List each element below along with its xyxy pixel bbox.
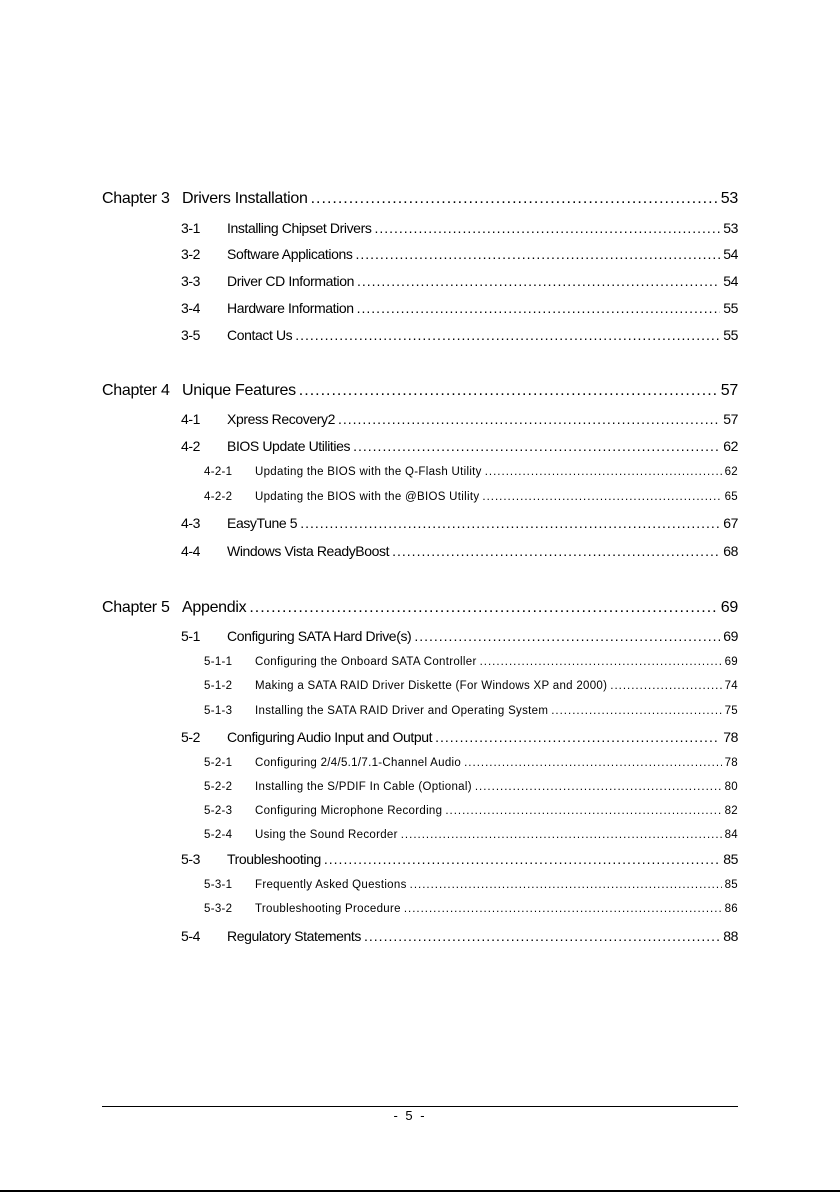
toc-title: Installing the S/PDIF In Cable (Optional) [255, 781, 472, 793]
dot-leader [355, 246, 720, 262]
toc-entry-5-1-2[interactable] [204, 680, 738, 692]
toc-number: 4-4 [181, 543, 201, 559]
toc-page: 65 [724, 491, 738, 503]
toc-number: 3-5 [181, 327, 201, 343]
toc-page: 69 [720, 599, 738, 616]
toc-number: 5-3-2 [204, 903, 233, 915]
toc-entry-4-4[interactable] [181, 543, 738, 559]
toc-title: Regulatory Statements [227, 928, 362, 944]
dot-leader [295, 327, 720, 343]
toc-number: 5-1 [181, 628, 201, 644]
toc-title: Windows Vista ReadyBoost [227, 543, 390, 559]
toc-number: 4-2 [181, 438, 201, 454]
toc-number: 4-3 [181, 515, 201, 531]
toc-title: Configuring Audio Input and Output [227, 729, 433, 745]
toc-title: Drivers Installation [182, 190, 308, 207]
page-number: - 5 - [393, 1108, 427, 1123]
dot-leader [404, 903, 722, 915]
dot-leader [482, 491, 721, 503]
toc-title: Troubleshooting [227, 851, 321, 867]
dot-leader [475, 781, 722, 793]
toc-number: 4-2-2 [204, 491, 233, 503]
toc-number: Chapter 5 [102, 599, 170, 616]
toc-page: 53 [723, 220, 738, 236]
toc-entry-5-3-1[interactable] [204, 879, 738, 891]
toc-entry-chapter-3[interactable] [102, 190, 738, 208]
dot-leader [353, 438, 720, 454]
toc-number: 5-1-3 [204, 705, 233, 717]
dot-leader [299, 382, 718, 400]
toc-title: Software Applications [227, 246, 353, 262]
dot-leader [401, 829, 722, 841]
dot-leader [364, 928, 720, 944]
toc-page: 54 [723, 273, 738, 289]
dot-leader [464, 757, 721, 769]
dot-leader [374, 220, 720, 236]
toc-entry-4-3[interactable] [181, 515, 738, 531]
toc-title: Unique Features [182, 382, 296, 399]
toc-page: 55 [723, 327, 738, 343]
toc-page: 80 [724, 781, 738, 793]
dot-leader [392, 543, 720, 559]
dot-leader [551, 705, 721, 717]
toc-number: 3-2 [181, 246, 201, 262]
dot-leader [485, 466, 722, 478]
toc-number: 3-3 [181, 273, 201, 289]
toc-title: Updating the BIOS with the Q-Flash Utility [255, 466, 482, 478]
toc-entry-3-3[interactable] [181, 273, 738, 289]
toc-page: 78 [723, 729, 738, 745]
toc-page: 84 [724, 829, 738, 841]
toc-page: 57 [720, 382, 738, 399]
toc-page: 62 [723, 438, 738, 454]
dot-leader [300, 515, 720, 531]
toc-title: Contact Us [227, 327, 293, 343]
toc-entry-3-5[interactable] [181, 327, 738, 343]
toc-number: 5-4 [181, 928, 201, 944]
dot-leader [414, 628, 720, 644]
toc-entry-4-2-2[interactable] [204, 491, 738, 503]
toc-page: 53 [720, 190, 738, 207]
toc-title: Hardware Information [227, 300, 354, 316]
toc-title: BIOS Update Utilities [227, 438, 351, 454]
toc-number: Chapter 3 [102, 190, 170, 207]
toc-page: 68 [723, 543, 738, 559]
toc-number: 5-1-2 [204, 680, 233, 692]
toc-title: Appendix [182, 599, 247, 616]
toc-number: 5-2-3 [204, 805, 233, 817]
toc-entry-3-1[interactable] [181, 220, 738, 236]
toc-page: 86 [724, 903, 738, 915]
toc-title: Using the Sound Recorder [255, 829, 398, 841]
toc-number: 5-1-1 [204, 656, 233, 668]
toc-entry-5-1-3[interactable] [204, 705, 738, 717]
toc-title: Configuring the Onboard SATA Controller [255, 656, 477, 668]
dot-leader [357, 300, 721, 316]
toc-entry-5-3-2[interactable] [204, 903, 738, 915]
dot-leader [324, 851, 720, 867]
toc-title: Driver CD Information [227, 273, 354, 289]
toc-number: 5-2 [181, 729, 201, 745]
dot-leader [249, 599, 717, 617]
dot-leader [480, 656, 722, 668]
dot-leader [410, 879, 722, 891]
toc-title: EasyTune 5 [227, 515, 298, 531]
toc-entry-5-2-3[interactable] [204, 805, 738, 817]
toc-title: Frequently Asked Questions [255, 879, 407, 891]
toc-title: Updating the BIOS with the @BIOS Utility [255, 491, 480, 503]
toc-title: Troubleshooting Procedure [255, 903, 401, 915]
toc-page: 62 [724, 466, 738, 478]
toc-number: 5-3-1 [204, 879, 233, 891]
toc-number: 3-4 [181, 300, 201, 316]
toc-page: 69 [723, 628, 738, 644]
dot-leader [610, 680, 721, 692]
toc-title: Configuring SATA Hard Drive(s) [227, 628, 412, 644]
toc-page: 69 [724, 656, 738, 668]
toc-title: Installing the SATA RAID Driver and Operating System [255, 705, 549, 717]
toc-entry-5-3[interactable] [181, 851, 738, 867]
toc-page: 78 [724, 757, 738, 769]
toc-entry-chapter-5[interactable] [102, 599, 738, 617]
toc-entry-5-1-1[interactable] [204, 656, 738, 668]
dot-leader [357, 273, 720, 289]
toc-entry-4-1[interactable] [181, 411, 738, 427]
toc-entry-5-2-1[interactable] [204, 757, 738, 769]
toc-number: 5-2-4 [204, 829, 233, 841]
toc-number: 5-3 [181, 851, 201, 867]
toc-entry-5-2-2[interactable] [204, 781, 738, 793]
toc-entry-3-2[interactable] [181, 246, 738, 262]
toc-number: 4-2-1 [204, 466, 233, 478]
toc-page: 85 [724, 879, 738, 891]
toc-page: 88 [723, 928, 738, 944]
toc-entry-3-4[interactable] [181, 300, 738, 316]
toc-number: 3-1 [181, 220, 201, 236]
toc-entry-5-2-4[interactable] [204, 829, 738, 841]
dot-leader [338, 411, 720, 427]
toc-title: Xpress Recovery2 [227, 411, 335, 427]
toc-page: 55 [723, 300, 738, 316]
toc-title: Making a SATA RAID Driver Diskette (For Windows XP and 2000) [255, 680, 608, 692]
toc-entry-5-1[interactable] [181, 628, 738, 644]
dot-leader [311, 190, 718, 208]
toc-entry-5-2[interactable] [181, 729, 738, 745]
toc-title: Configuring 2/4/5.1/7.1-Channel Audio [255, 757, 462, 769]
toc-number: 5-2-2 [204, 781, 233, 793]
toc-title: Configuring Microphone Recording [255, 805, 443, 817]
toc-page: 75 [724, 705, 738, 717]
footer-rule [102, 1106, 738, 1107]
dot-leader [435, 729, 720, 745]
toc-entry-4-2[interactable] [181, 438, 738, 454]
toc-page: 54 [723, 246, 738, 262]
toc-page: 82 [724, 805, 738, 817]
dot-leader [445, 805, 721, 817]
toc-entry-5-4[interactable] [181, 928, 738, 944]
toc-number: 5-2-1 [204, 757, 233, 769]
toc-page: 67 [723, 515, 738, 531]
toc-number: 4-1 [181, 411, 201, 427]
toc-page: 85 [723, 851, 738, 867]
toc-entry-4-2-1[interactable] [204, 466, 738, 478]
toc-page: 57 [723, 411, 738, 427]
toc-title: Installing Chipset Drivers [227, 220, 372, 236]
toc-entry-chapter-4[interactable] [102, 382, 738, 400]
toc-page: 74 [724, 680, 738, 692]
toc-number: Chapter 4 [102, 382, 170, 399]
